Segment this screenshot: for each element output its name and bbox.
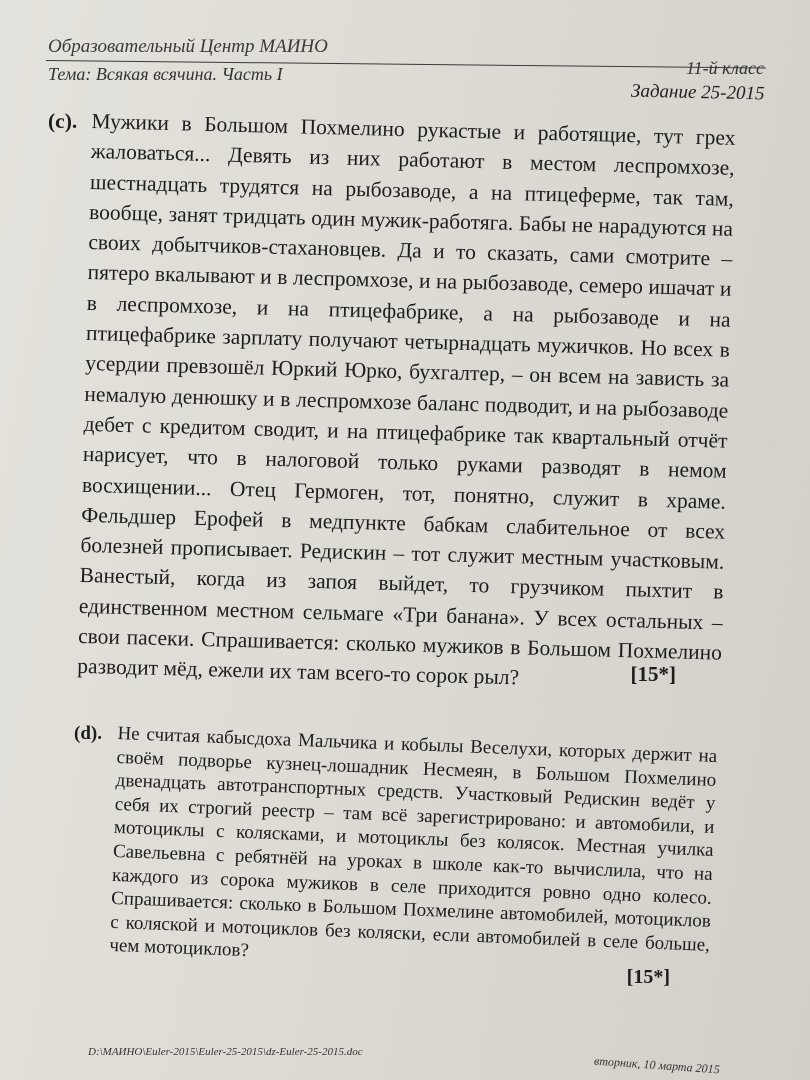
grade-label: 11-й класс: [686, 58, 764, 78]
problem-points: [15*]: [626, 966, 670, 989]
problem-text: Не считая кабысдоха Мальчика и кобылы Веселухи, которых держит на своём подворье кузнец-лошадник Несмеян, в Большом Похмелино двенадцать автотранспортных средств. Участковый Редискин ведёт у себя их строгий реестр – там всё зарегистрировано: и автомобили, и мотоциклы с колясками, и мотоциклы без колясок. Местная училка Савельевна с ребятнёй на уроках в школе как-то вычислила, что на каждого из сорока мужиков в селе приходится ровно одно колесо. Спрашивается: сколько в Большом Похмелине автомобилей, мотоциклов с коляской и мотоциклов без коляски, если автомобилей в селе больше, чем мотоциклов?: [109, 722, 718, 962]
file-path: D:\МАИНО\Euler-2015\Euler-25-2015\dz-Euler-25-2015.doc: [88, 1046, 363, 1058]
problem-c: [48, 106, 736, 690]
problem-text: Мужики в Большом Похмелино рукастые и работящие, тут грех жаловаться... Девять из них работают в местом леспромхозе, шестнадцать трудятся на рыбозаводе, а на птицеферме, так там, вообще, занят тридцать один мужик-работяга. Бабы не нарадуются на своих добытчиков-стахановцев. Да и то сказать, сами смотрите – пятеро вкалывают и в леспромхозе, и на рыбозаводе, семеро ишачат и в леспромхозе, и на птицефабрике, а на рыбозаводе и на птицефабрике зарплату получают четырнадцать мужичков. Но всех в усердии превзошёл Юркий Юрко, бухгалтер, – он всем на зависть за немалую денюшку и в леспромхозе баланс подводит, и на рыбозаводе дебет с кредитом сводит, и на птицефабрике так квартальный отчёт нарисует, что в налоговой только руками разводят в немом восхищении... Отец Гермоген, тот, понятно, служит в храме. Фельдшер Ерофей в медпункте бабкам слабительное от всех болезней прописывает. Редискин – тот служит местным участковым. Ванестый, когда из запоя выйдет, то грузчиком пыхтит в единственном местном сельмаге «Три банана». У всех остальных – свои пасеки. Спрашивается: сколько мужиков в Большом Похмелино разводит мёд, ежели их там всего-то сорок рыл?: [77, 108, 736, 690]
task-number: Задание 25-2015: [630, 80, 765, 105]
problem-d: [74, 722, 718, 989]
print-date: вторник, 10 марта 2015: [593, 1053, 721, 1077]
problem-label: (d).: [74, 723, 102, 744]
problem-points: [15*]: [630, 662, 676, 687]
organization-name: Образовательный Центр МАИНО: [48, 36, 328, 57]
problem-label: (c).: [48, 109, 78, 133]
topic-title: Тема: Всякая всячина. Часть I: [48, 64, 283, 84]
